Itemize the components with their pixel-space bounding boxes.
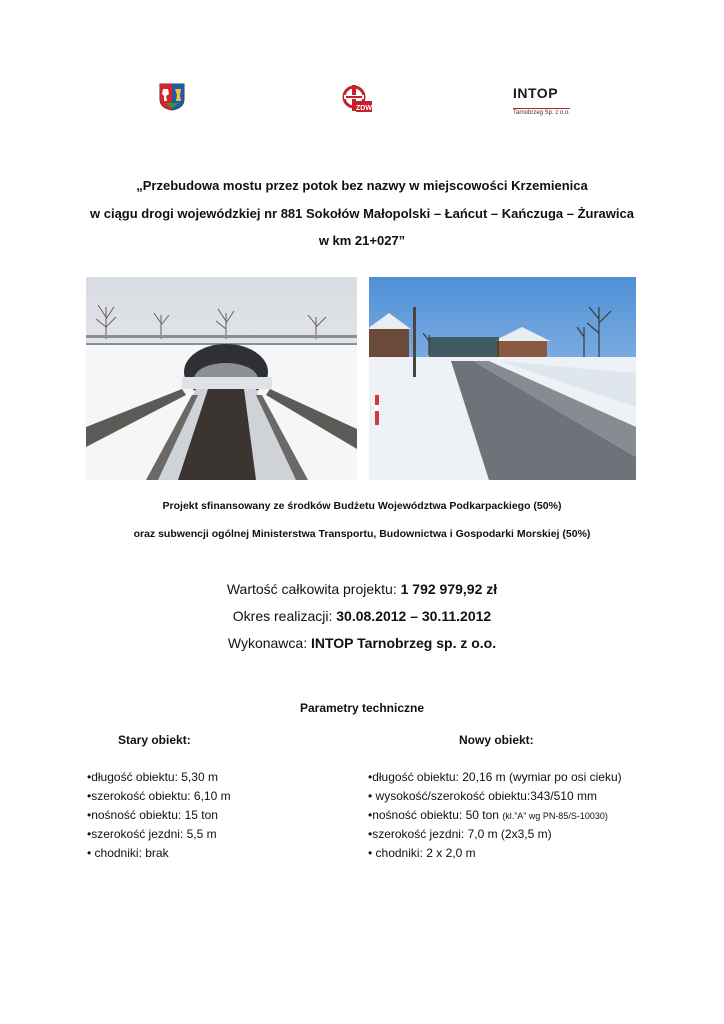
list-item: •szerokość obiektu: 6,10 m [87,789,231,803]
list-item: •szerokość jezdni: 5,5 m [87,827,217,841]
new-object-heading: Nowy obiekt: [459,733,534,747]
project-period [0,608,724,624]
list-item: •nośność obiektu: 15 ton [87,808,218,822]
list-item: •długość obiektu: 20,16 m (wymiar po osi cieku) [368,770,622,784]
zdw-logo [341,84,373,114]
project-contractor-label: Wykonawca: [227,635,311,651]
old-object-heading: Stary obiekt: [118,733,191,747]
bridge-culvert-photo [86,277,357,480]
project-value-label: Wartość całkowita projektu: [226,581,401,597]
new-object-list [368,768,622,863]
project-contractor [0,635,724,651]
funding-line-2: oraz subwencji ogólnej Ministerstwa Transportu, Budownictwa i Gospodarki Morskiej (50%) [133,528,591,540]
project-value [0,581,724,597]
intop-logo-sub: Tarnobrzeg Sp. z o.o. [513,110,571,116]
list-item-text: •nośność obiektu: 50 ton [368,808,499,822]
zdw-logo-text: ZDW [356,105,372,112]
project-title-line-1: „Przebudowa mostu przez potok bez nazwy w miejscowości Krzemienica [136,178,588,193]
list-item: •szerokość jezdni: 7,0 m (2x3,5 m) [368,827,552,841]
intop-logo [513,85,581,116]
project-period-dates: 30.08.2012 – 30.11.2012 [336,608,492,624]
project-title-line-3: w km 21+027” [318,233,406,248]
list-item: • chodniki: brak [87,846,169,860]
load-class-note: (kl.”A” wg PN-85/S-10030) [502,811,608,821]
intop-logo-name: INTOP [513,85,559,101]
parameters-heading: Parametry techniczne [299,701,425,715]
project-period-label: Okres realizacji: [232,608,337,624]
old-object-list [87,768,231,863]
podkarpackie-coat-of-arms-logo [159,83,185,111]
project-contractor-name: INTOP Tarnobrzeg sp. z o.o. [310,635,497,651]
list-item [368,806,622,825]
project-title-line-2: w ciągu drogi wojewódzkiej nr 881 Sokołów Małopolski – Łańcut – Kańczuga – Żurawica [90,206,634,221]
funding-line-1: Projekt sfinansowany ze środków Budżetu Województwa Podkarpackiego (50%) [162,500,562,512]
project-value-amount: 1 792 979,92 zł [400,581,498,597]
list-item: • chodniki: 2 x 2,0 m [368,846,476,860]
list-item: • wysokość/szerokość obiektu:343/510 mm [368,789,597,803]
road-photo [369,277,636,480]
list-item: •długość obiektu: 5,30 m [87,770,218,784]
